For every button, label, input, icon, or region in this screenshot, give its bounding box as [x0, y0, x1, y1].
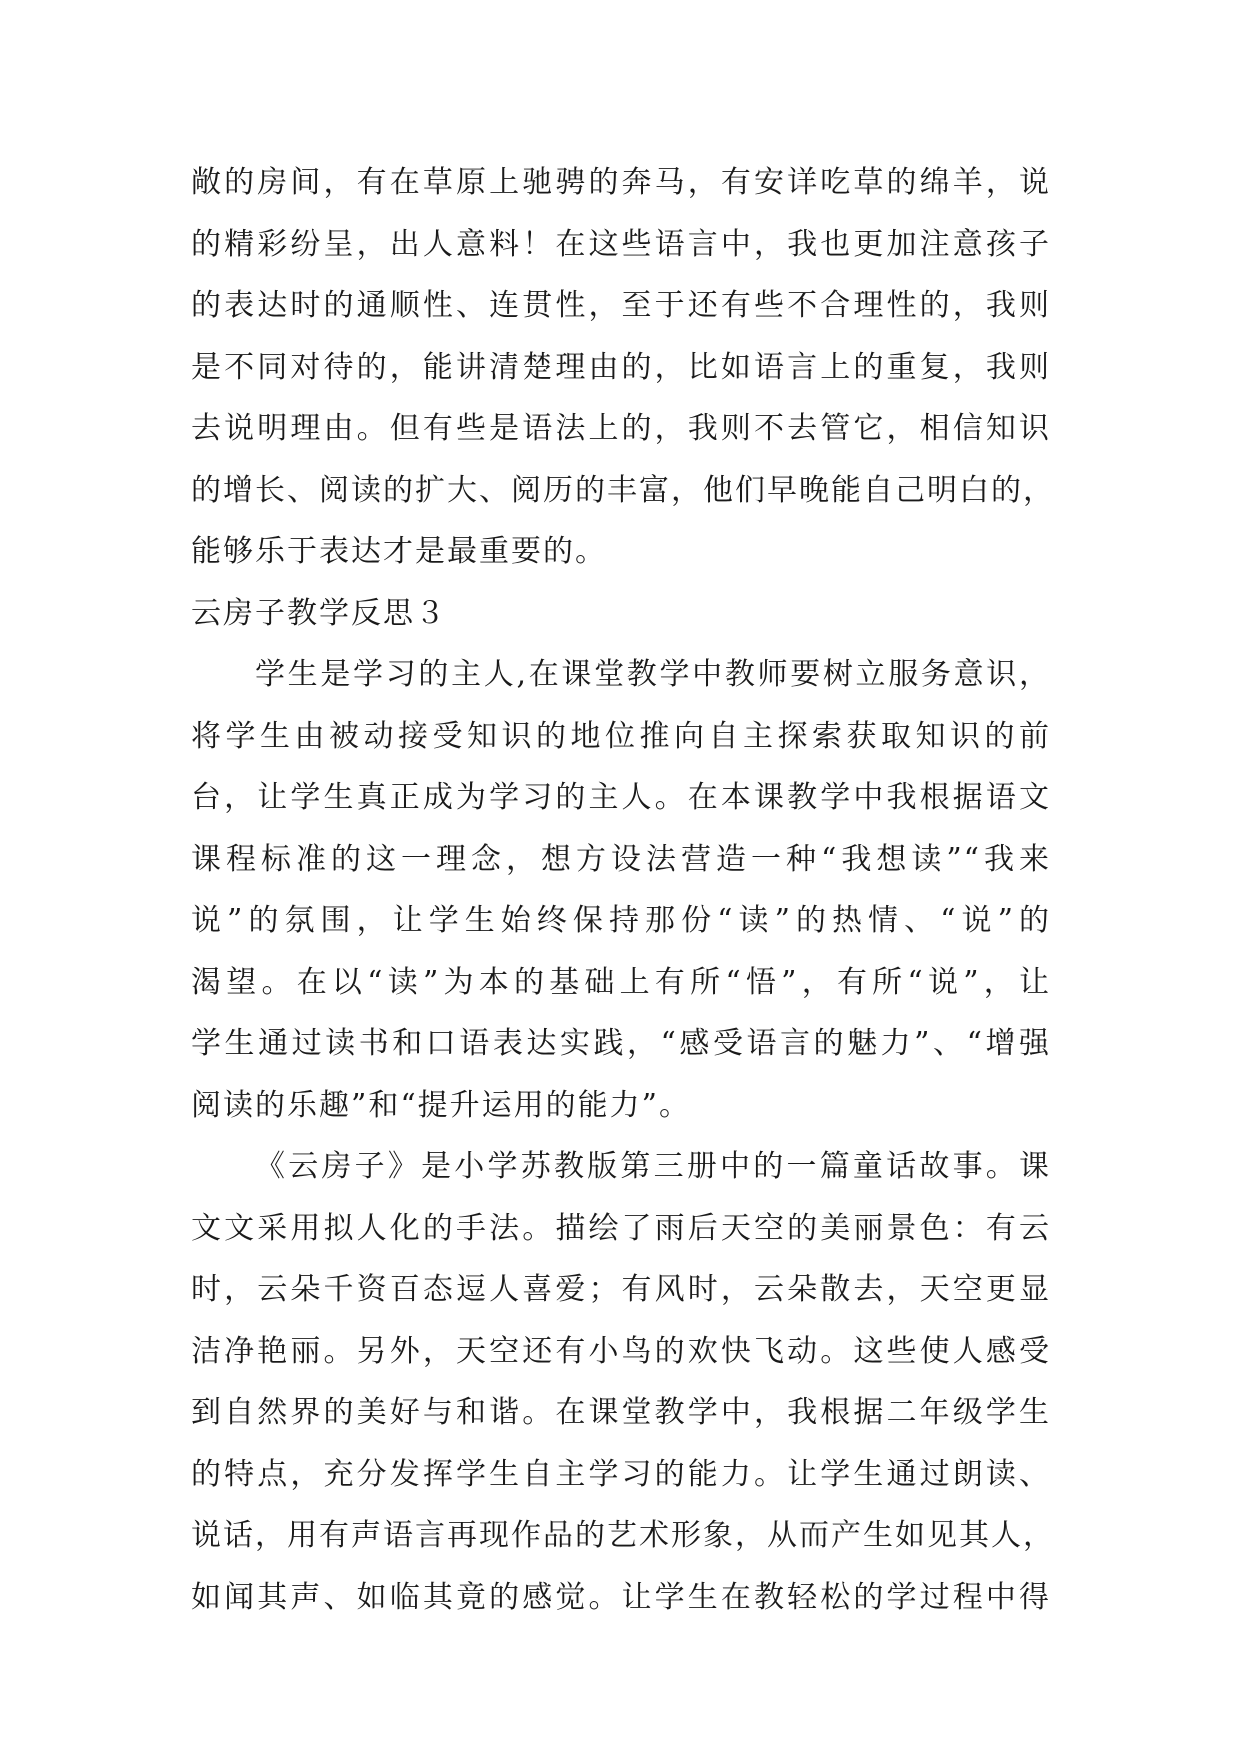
text-line: 的特点，充分发挥学生自主学习的能力。让学生通过朗读、 [191, 1456, 1051, 1492]
text-line: 《云房子》是小学苏教版第三册中的一篇童话故事。课 [255, 1149, 1051, 1184]
text-line: 学生是学习的主人,在课堂教学中教师要树立服务意识， [255, 657, 1051, 692]
text-line: 课程标准的这一理念，想方设法营造一种“我想读”“我来 [191, 841, 1051, 877]
text-line: 是不同对待的，能讲清楚理由的，比如语言上的重复，我则 [191, 349, 1051, 385]
text-line: 能够乐于表达才是最重要的。 [191, 534, 607, 569]
text-line: 的增长、阅读的扩大、阅历的丰富，他们早晚能自己明白的， [191, 472, 1055, 508]
text-line: 如闻其声、如临其竟的感觉。让学生在教轻松的学过程中得 [191, 1579, 1051, 1615]
text-line: 洁净艳丽。另外，天空还有小鸟的欢快飞动。这些使人感受 [191, 1333, 1051, 1369]
text-line: 阅读的乐趣”和“提升运用的能力”。 [191, 1087, 692, 1123]
text-line: 渴望。在以“读”为本的基础上有所“悟”，有所“说”，让 [191, 964, 1051, 1000]
text-line: 时，云朵千资百态逗人喜爱；有风时，云朵散去，天空更显 [191, 1272, 1051, 1307]
text-line: 的表达时的通顺性、连贯性，至于还有些不合理性的，我则 [191, 288, 1051, 323]
text-line: 说”的氛围，让学生始终保持那份“读”的热情、“说”的 [191, 903, 1051, 938]
section-heading: 云房子教学反思３ [191, 595, 447, 631]
text-line: 将学生由被动接受知识的地位推向自主探索获取知识的前 [191, 718, 1051, 754]
text-line: 说话，用有声语言再现作品的艺术形象，从而产生如见其人， [191, 1518, 1055, 1553]
text-line: 的精彩纷呈，出人意料！在这些语言中，我也更加注意孩子 [191, 226, 1051, 262]
text-line: 去说明理由。但有些是语法上的，我则不去管它，相信知识 [191, 411, 1051, 446]
text-line: 学生通过读书和口语表达实践，“感受语言的魅力”、“增强 [191, 1026, 1051, 1061]
text-line: 台，让学生真正成为学习的主人。在本课教学中我根据语文 [191, 780, 1051, 815]
document-body [191, 152, 1055, 1628]
text-line: 到自然界的美好与和谐。在课堂教学中，我根据二年级学生 [191, 1395, 1051, 1430]
text-line: 文文采用拟人化的手法。描绘了雨后天空的美丽景色：有云 [191, 1210, 1051, 1246]
text-line: 敞的房间，有在草原上驰骋的奔马，有安详吃草的绵羊，说 [191, 165, 1051, 200]
